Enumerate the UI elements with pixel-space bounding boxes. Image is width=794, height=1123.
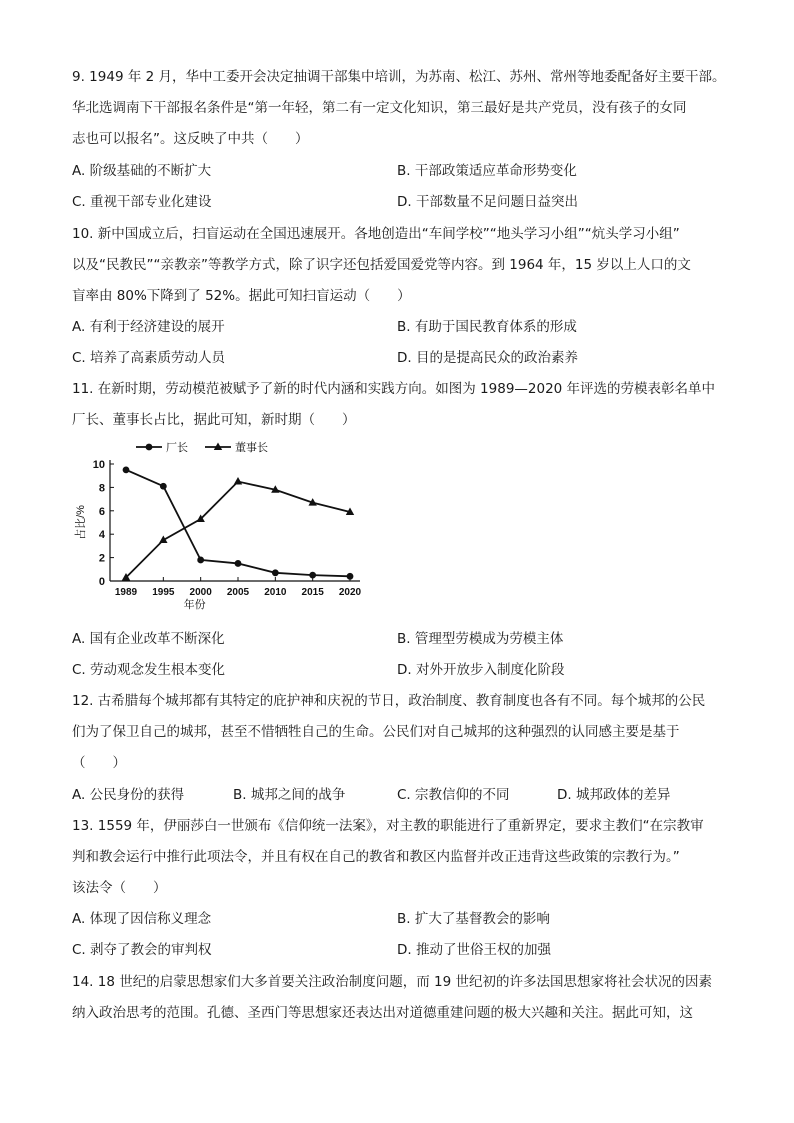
q13-option-c: C. 剥夺了教会的审判权 — [72, 942, 212, 958]
q12-option-c: C. 宗教信仰的不同 — [397, 787, 510, 803]
q13-stem-line-2: 判和教会运行中推行此项法令，并且有权在自己的教省和教区内监督并改正违背这些政策的宗教行为。” — [72, 849, 680, 865]
q9-option-a: A. 阶级基础的不断扩大 — [72, 163, 212, 179]
data-point — [234, 477, 242, 485]
y-tick-label: 0 — [98, 576, 105, 588]
x-tick-label: 2005 — [226, 587, 250, 598]
data-point — [160, 483, 167, 490]
q10-option-a: A. 有利于经济建设的展开 — [72, 319, 225, 335]
x-tick-label: 2010 — [264, 587, 287, 598]
data-point — [197, 557, 204, 564]
q13-option-a: A. 体现了因信称义理念 — [72, 911, 212, 927]
chart-legend — [136, 440, 268, 454]
q13-stem-line-1: 13. 1559 年，伊丽莎白一世颁布《信仰统一法案》，对主教的职能进行了重新界定，要求主教们“在宗教审 — [72, 818, 704, 834]
x-tick-label: 2000 — [189, 587, 212, 598]
q11-option-a: A. 国有企业改革不断深化 — [72, 631, 225, 647]
data-point — [347, 573, 354, 580]
q9-option-b: B. 干部政策适应革命形势变化 — [397, 163, 577, 179]
q9-stem-line-3: 志也可以报名”。这反映了中共（ ） — [72, 131, 309, 147]
q11-option-b: B. 管理型劳模成为劳模主体 — [397, 631, 564, 647]
y-tick-label: 10 — [92, 459, 105, 471]
y-tick-label: 6 — [98, 505, 105, 518]
q10-option-c: C. 培养了高素质劳动人员 — [72, 350, 226, 366]
q9-option-d: D. 干部数量不足问题日益突出 — [397, 194, 578, 210]
q10-stem-line-1: 10. 新中国成立后，扫盲运动在全国迅速展开。各地创造出“车间学校”“地头学习小组”“炕头学习小组” — [72, 226, 680, 242]
line-chart — [70, 438, 370, 620]
q11-option-d: D. 对外开放步入制度化阶段 — [397, 662, 565, 678]
q11-stem-line-2: 厂长、董事长占比，据此可知，新时期（ ） — [72, 412, 356, 428]
q10-stem-line-3: 盲率由 80%下降到了 52%。据此可知扫盲运动（ ） — [72, 288, 411, 304]
q9-option-c: C. 重视干部专业化建设 — [72, 194, 212, 210]
q12-option-b: B. 城邦之间的战争 — [233, 787, 346, 803]
q13-option-d: D. 推动了世俗王权的加强 — [397, 942, 551, 958]
q9-stem-line-1: 9. 1949 年 2 月，华中工委开会决定抽调干部集中培训，为苏南、松江、苏州、常州等地委配备好主要干部。 — [72, 69, 726, 85]
x-tick-label: 1989 — [114, 587, 138, 598]
y-axis-label: 占比/% — [75, 505, 87, 540]
data-point — [309, 572, 316, 579]
q14-stem-line-1: 14. 18 世纪的启蒙思想家们大多首要关注政治制度问题，而 19 世纪初的许多法国思想家将社会状况的因素 — [72, 974, 712, 990]
chart-series — [122, 466, 354, 580]
q13-stem-line-3: 该法令（ ） — [72, 880, 167, 896]
legend-label: 董事长 — [235, 442, 268, 454]
data-point — [123, 466, 130, 473]
q13-option-b: B. 扩大了基督教会的影响 — [397, 911, 550, 927]
q10-option-b: B. 有助于国民教育体系的形成 — [397, 319, 577, 335]
q10-stem-line-2: 以及“民教民”“亲教亲”等教学方式，除了识字还包括爱国爱党等内容。到 1964 年，15 岁以上人口的文 — [72, 257, 691, 273]
x-tick-label: 2015 — [301, 587, 324, 598]
legend-marker — [146, 444, 153, 451]
data-point — [235, 560, 242, 567]
x-tick-label: 2020 — [338, 587, 362, 598]
q10-option-d: D. 目的是提高民众的政治素养 — [397, 350, 578, 366]
q11-option-c: C. 劳动观念发生根本变化 — [72, 662, 226, 678]
legend-label: 厂长 — [166, 442, 188, 454]
q9-stem-line-2: 华北选调南下干部报名条件是“第一年轻，第二有一定文化知识，第三最好是共产党员，没有孩子的女同 — [72, 100, 687, 116]
y-tick-label: 4 — [98, 529, 105, 542]
q12-option-a: A. 公民身份的获得 — [72, 787, 185, 803]
x-tick-label: 1995 — [152, 587, 175, 598]
x-axis-label: 年份 — [183, 599, 206, 611]
chart-axes — [73, 459, 362, 611]
q14-stem-line-2: 纳入政治思考的范围。孔德、圣西门等思想家还表达出对道德重建问题的极大兴趣和关注。据此可知，这 — [72, 1005, 693, 1021]
q12-stem-line-3: （ ） — [72, 755, 126, 771]
q12-stem-line-1: 12. 古希腊每个城邦都有其特定的庇护神和庆祝的节日，政治制度、教育制度也各有不同。每个城邦的公民 — [72, 693, 706, 709]
q11-stem-line-1: 11. 在新时期，劳动模范被赋予了新的时代内涵和实践方向。如图为 1989—2020 年评选的劳模表彰名单中 — [72, 381, 716, 397]
data-point — [272, 569, 279, 576]
q12-option-d: D. 城邦政体的差异 — [557, 787, 671, 803]
y-tick-label: 8 — [98, 482, 105, 495]
q12-stem-line-2: 们为了保卫自己的城邦，甚至不惜牺牲自己的生命。公民们对自己城邦的这种强烈的认同感主要是基于 — [72, 724, 680, 740]
y-tick-label: 2 — [98, 552, 105, 565]
